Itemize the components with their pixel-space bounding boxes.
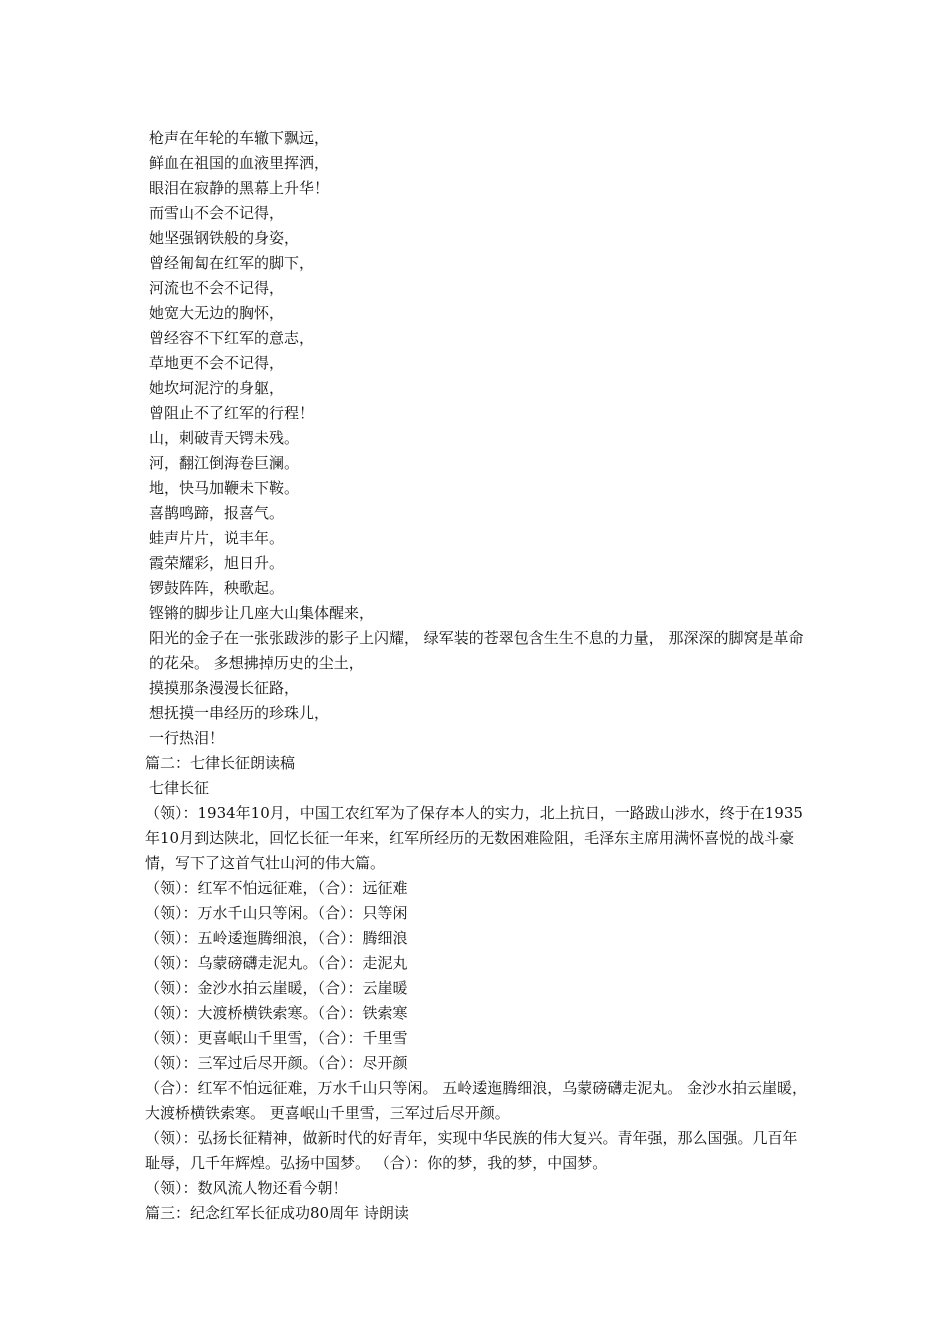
poem-line: 铿锵的脚步让几座大山集体醒来， xyxy=(149,604,375,622)
call-response-line: （领）：金沙水拍云崖暖，（合）：云崖暖 xyxy=(145,979,408,997)
poem-line: 山，刺破青天锷未残。 xyxy=(149,429,300,447)
poem-line: 摸摸那条漫漫长征路， xyxy=(149,679,300,697)
document-body xyxy=(145,126,810,1226)
poem-line: 蛙声片片，说丰年。 xyxy=(149,529,285,547)
poem-line: 喜鹊鸣蹄，报喜气。 xyxy=(149,504,285,522)
poem-line: 而雪山不会不记得， xyxy=(149,204,285,222)
poem-line: 曾经匍匐在红军的脚下， xyxy=(149,254,315,272)
poem-line: 曾阻止不了红军的行程！ xyxy=(149,404,315,422)
section-heading: 篇二：七律长征朗读稿 xyxy=(145,754,296,772)
poem-line: 鲜血在祖国的血液里挥洒， xyxy=(149,154,330,172)
poem-line: 曾经容不下红军的意志， xyxy=(149,329,315,347)
call-response-line: （领）：三军过后尽开颜。（合）：尽开颜 xyxy=(145,1054,408,1072)
poem-line: 她宽大无边的胸怀， xyxy=(149,304,285,322)
call-response-line: （领）：乌蒙磅礴走泥丸。（合）：走泥丸 xyxy=(145,954,408,972)
poem-line: 锣鼓阵阵，秧歌起。 xyxy=(149,579,285,597)
poem-line: 她坎坷泥泞的身躯， xyxy=(149,379,285,397)
poem-line: 地，快马加鞭未下鞍。 xyxy=(149,479,300,497)
poem-line: 想抚摸一串经历的珍珠儿， xyxy=(149,704,330,722)
call-response-line: （领）：万水千山只等闲。（合）：只等闲 xyxy=(145,904,408,922)
chorus-paragraph: （合）：红军不怕远征难，万水千山只等闲。 五岭逶迤腾细浪，乌蒙磅礴走泥丸。 金沙水拍云崖暖，大渡桥横铁索寒。 更喜岷山千里雪，三军过后尽开颜。 xyxy=(145,1079,808,1122)
call-response-line: （领）：红军不怕远征难，（合）：远征难 xyxy=(145,879,408,897)
poem-line: 她坚强钢铁般的身姿， xyxy=(149,229,300,247)
poem-line: 眼泪在寂静的黑幕上升华！ xyxy=(149,179,330,197)
poem-title: 七律长征 xyxy=(149,779,210,797)
poem-line: 霞荣耀彩，旭日升。 xyxy=(149,554,285,572)
poem-line: 枪声在年轮的车辙下飘远， xyxy=(149,129,330,147)
spirit-paragraph: （领）：弘扬长征精神，做新时代的好青年，实现中华民族的伟大复兴。青年强，那么国强。几百年耻辱，几千年辉煌。弘扬中国梦。 （合）：你的梦，我的梦，中国梦。 xyxy=(145,1129,798,1172)
closing-line: （领）：数风流人物还看今朝！ xyxy=(145,1179,348,1197)
poem-line: 一行热泪！ xyxy=(149,729,225,747)
section-heading: 篇三：纪念红军长征成功80周年 诗朗读 xyxy=(145,1204,409,1222)
call-response-line: （领）：更喜岷山千里雪，（合）：千里雪 xyxy=(145,1029,408,1047)
poem-paragraph: 阳光的金子在一张张跋涉的影子上闪耀， 绿军装的苍翠包含生生不息的力量， 那深深的脚窝是革命的花朵。 多想拂掉历史的尘土， xyxy=(149,629,804,672)
poem-line: 河流也不会不记得， xyxy=(149,279,285,297)
call-response-line: （领）：大渡桥横铁索寒。（合）：铁索寒 xyxy=(145,1004,408,1022)
intro-paragraph: （领）：1934年10月，中国工农红军为了保存本人的实力，北上抗日，一路跋山涉水，终于在1935年10月到达陕北，回忆长征一年来，红军所经历的无数困难险阻，毛泽东主席用满怀喜悦的战斗豪情，写下了这首气壮山河的伟大篇。 xyxy=(145,804,803,872)
poem-line: 河，翻江倒海卷巨澜。 xyxy=(149,454,300,472)
call-response-line: （领）：五岭逶迤腾细浪，（合）：腾细浪 xyxy=(145,929,408,947)
poem-line: 草地更不会不记得， xyxy=(149,354,285,372)
